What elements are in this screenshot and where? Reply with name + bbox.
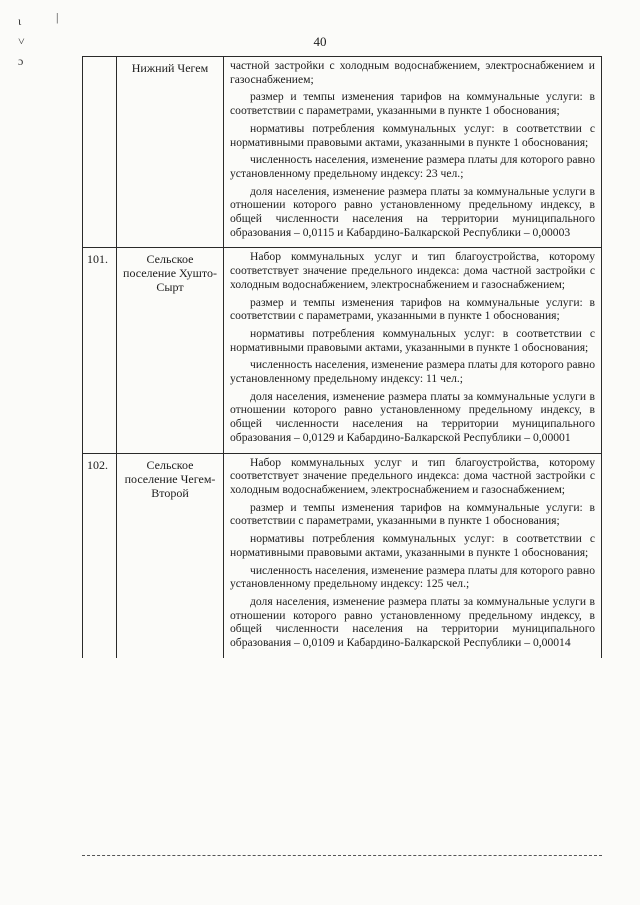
document-table — [82, 56, 602, 658]
paragraph: доля населения, изменение размера платы за коммунальные услуги в отношении которого равно установленному предельному индексу, в общей численности населения на территории муниципального образования – 0,0115 и Кабардино-Балкарской Республики – 0,00003 — [230, 184, 595, 239]
page-number: 40 — [313, 34, 327, 49]
margin-mark-1: ι — [18, 14, 22, 28]
page-bottom-divider — [82, 855, 602, 856]
paragraph: нормативы потребления коммунальных услуг: в соответствии с нормативными правовыми актами, указанными в пункте 1 обоснования; — [230, 532, 595, 559]
paragraph: размер и темпы изменения тарифов на коммунальные услуги: в соответствии с параметрами, указанными в пункте 1 обоснования; — [230, 295, 595, 323]
paragraph: численность населения, изменение размера платы для которого равно установленному предельному индексу: 125 чел.; — [230, 563, 595, 591]
paragraph: размер и темпы изменения тарифов на коммунальные услуги: в соответствии с параметрами, указанными в пункте 1 обоснования; — [230, 90, 595, 118]
table-row — [82, 57, 602, 248]
margin-mark-3: ɔ — [18, 54, 24, 68]
paragraph: доля населения, изменение размера платы за коммунальные услуги в отношении которого равно установленному предельному индексу, в общей численности населения на территории муниципального образования – 0,0129 и Кабардино-Балкарской Республики – 0,00001 — [230, 389, 595, 444]
row-number: 101. — [83, 248, 117, 452]
paragraph: нормативы потребления коммунальных услуг: в соответствии с нормативными правовыми актами, указанными в пункте 1 обоснования; — [230, 326, 595, 354]
row-content — [224, 454, 601, 658]
row-number — [83, 57, 117, 247]
paragraph: Набор коммунальных услуг и тип благоустройства, которому соответствует значение предельного индекса: дома частной застройки с холодным водоснабжением, электроснабжением и газоснабжением; — [230, 455, 595, 496]
table-row — [82, 248, 602, 453]
margin-mark-2: ˅ — [18, 34, 25, 48]
row-number: 102. — [83, 454, 117, 658]
paragraph: доля населения, изменение размера платы за коммунальные услуги в отношении которого равно установленному предельному индексу, в общей численности населения на территории муниципального образования – 0,0109 и Кабардино-Балкарской Республики – 0,00014 — [230, 594, 595, 650]
paragraph: численность населения, изменение размера платы для которого равно установленному предельному индексу: 23 чел.; — [230, 153, 595, 180]
paragraph: частной застройки с холодным водоснабжением, электроснабжением и газоснабжением; — [230, 59, 595, 86]
table-row — [82, 454, 602, 658]
settlement-name: Сельское поселение Чегем-Второй — [117, 454, 224, 658]
row-content — [224, 248, 601, 452]
paragraph: размер и темпы изменения тарифов на коммунальные услуги: в соответствии с параметрами, указанными в пункте 1 обоснования; — [230, 500, 595, 528]
settlement-name: Сельское поселение Хушто-Сырт — [117, 248, 224, 452]
paragraph: численность населения, изменение размера платы для которого равно установленному предельному индексу: 11 чел.; — [230, 358, 595, 386]
row-content — [224, 57, 601, 247]
paragraph: нормативы потребления коммунальных услуг: в соответствии с нормативными правовыми актами, указанными в пункте 1 обоснования; — [230, 121, 595, 149]
margin-mark-4: | — [56, 10, 59, 24]
settlement-name: Нижний Чегем — [117, 57, 224, 247]
paragraph: Набор коммунальных услуг и тип благоустройства, которому соответствует значение предельного индекса: дома частной застройки с холодным водоснабжением, электроснабжением и газоснабжением; — [230, 250, 595, 291]
